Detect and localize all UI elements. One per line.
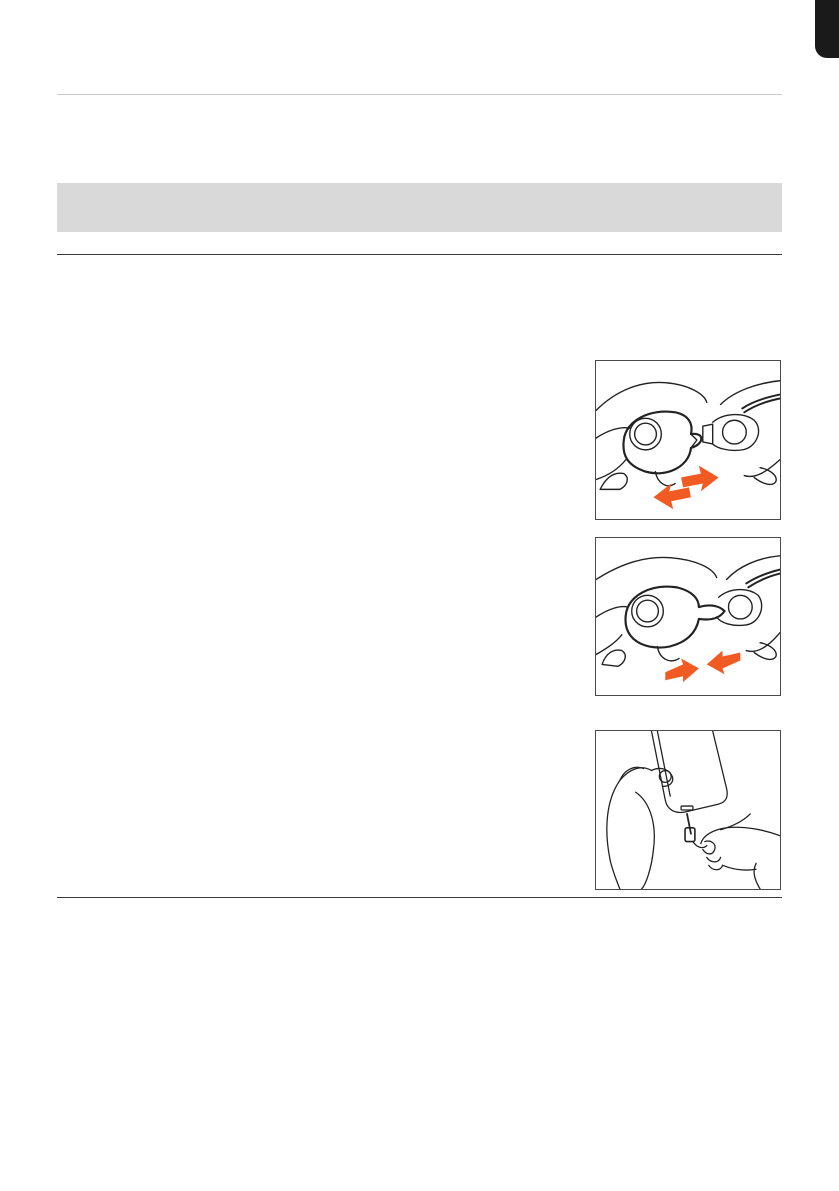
earphone-cable-detach-illustration (595, 360, 781, 520)
section-divider-bottom (57, 897, 782, 898)
header-rule (57, 94, 782, 95)
section-heading-band (57, 183, 782, 232)
earphone-cable-attach-illustration (595, 537, 781, 696)
phone-jack-connect-illustration (595, 730, 781, 890)
edge-tab-marker (815, 0, 839, 58)
section-divider-top (57, 254, 782, 255)
